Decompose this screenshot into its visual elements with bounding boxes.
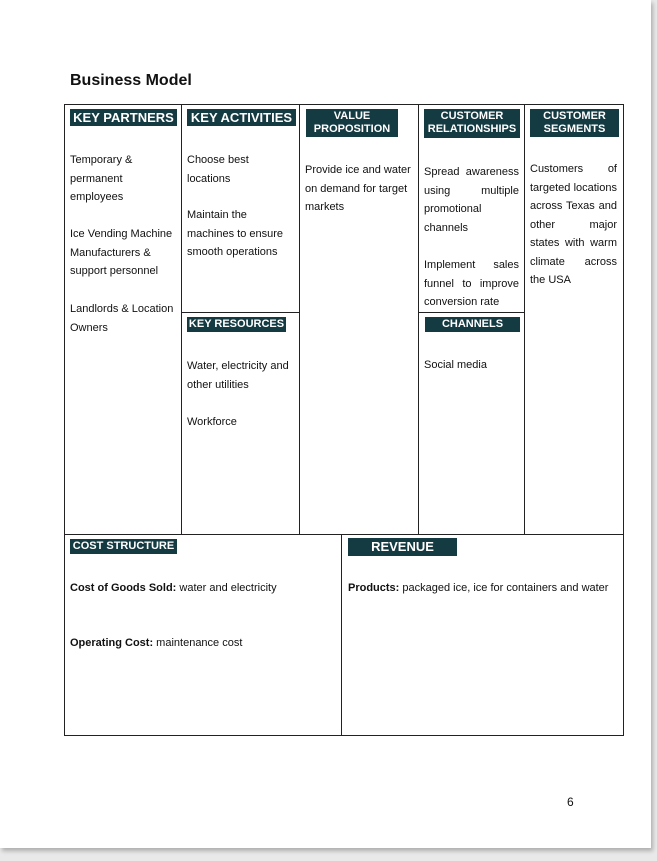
canvas-divider-v1	[181, 104, 182, 535]
canvas-border-top	[64, 104, 624, 105]
revenue-item-label: Products:	[348, 582, 400, 594]
channels-header: CHANNELS	[425, 317, 520, 332]
cost-structure-item-label: Cost of Goods Sold:	[70, 582, 177, 594]
value-proposition-header-line2: PROPOSITION	[313, 123, 391, 135]
cost-structure-item	[70, 579, 338, 598]
page-title: Business Model	[70, 72, 192, 89]
canvas-divider-relationships-channels	[418, 312, 525, 313]
revenue-header: REVENUE	[348, 538, 457, 556]
customer-relationships-header-line1: CUSTOMER	[440, 110, 504, 122]
canvas-divider-v3	[418, 104, 419, 535]
customer-segments-header-line1: CUSTOMER	[543, 110, 606, 122]
cost-structure-header: COST STRUCTURE	[70, 539, 177, 554]
key-resources-item: Water, electricity and other utilities	[187, 360, 289, 391]
page-number: 6	[567, 795, 574, 809]
key-partners-header: KEY PARTNERS	[70, 109, 177, 126]
value-proposition-text: Provide ice and water on demand for target markets	[305, 164, 411, 213]
canvas-divider-cost-revenue	[341, 534, 342, 736]
customer-relationships-header-line2: RELATIONSHIPS	[427, 123, 517, 135]
value-proposition-header	[306, 109, 398, 137]
cost-structure-item-value: water and electricity	[176, 582, 277, 594]
key-resources-header: KEY RESOURCES	[188, 318, 285, 330]
key-resources-item: Workforce	[187, 416, 237, 428]
value-proposition-header-line1: VALUE	[333, 110, 371, 122]
key-partners-item: Temporary & permanent employees	[70, 154, 133, 203]
key-activities-item: Maintain the machines to ensure smooth operations	[187, 209, 283, 258]
canvas-divider-v2	[299, 104, 300, 535]
cost-structure-item-label: Operating Cost:	[70, 637, 154, 649]
cost-structure-item-value: maintenance cost	[153, 637, 243, 649]
key-activities-item: Choose best locations	[187, 154, 249, 185]
canvas-border-right	[623, 104, 624, 736]
key-partners-item: Ice Vending Machine Manufacturers & support personnel	[70, 228, 173, 277]
key-activities-header: KEY ACTIVITIES	[187, 109, 296, 126]
canvas-divider-horizontal	[64, 534, 624, 535]
customer-relationships-item: Spread awareness using multiple promotional channels	[424, 166, 519, 234]
customer-relationships-header	[424, 109, 520, 138]
revenue-item	[348, 579, 618, 598]
customer-segments-header-line2: SEGMENTS	[543, 123, 606, 135]
canvas-divider-v4	[524, 104, 525, 535]
canvas-border-bottom	[64, 735, 624, 736]
customer-segments-header	[530, 109, 619, 137]
channels-item: Social media	[424, 359, 487, 371]
canvas-divider-activities-resources	[181, 312, 300, 313]
revenue-item-value: packaged ice, ice for containers and water	[399, 582, 609, 594]
cost-structure-item	[70, 634, 338, 653]
canvas-border-left	[64, 104, 65, 736]
customer-relationships-item: Implement sales funnel to improve conversion rate	[424, 259, 519, 308]
key-partners-item: Landlords & Location Owners	[70, 303, 174, 334]
customer-segments-text: Customers of targeted locations across Texas and other major states with warm climate across the USA	[530, 163, 617, 286]
